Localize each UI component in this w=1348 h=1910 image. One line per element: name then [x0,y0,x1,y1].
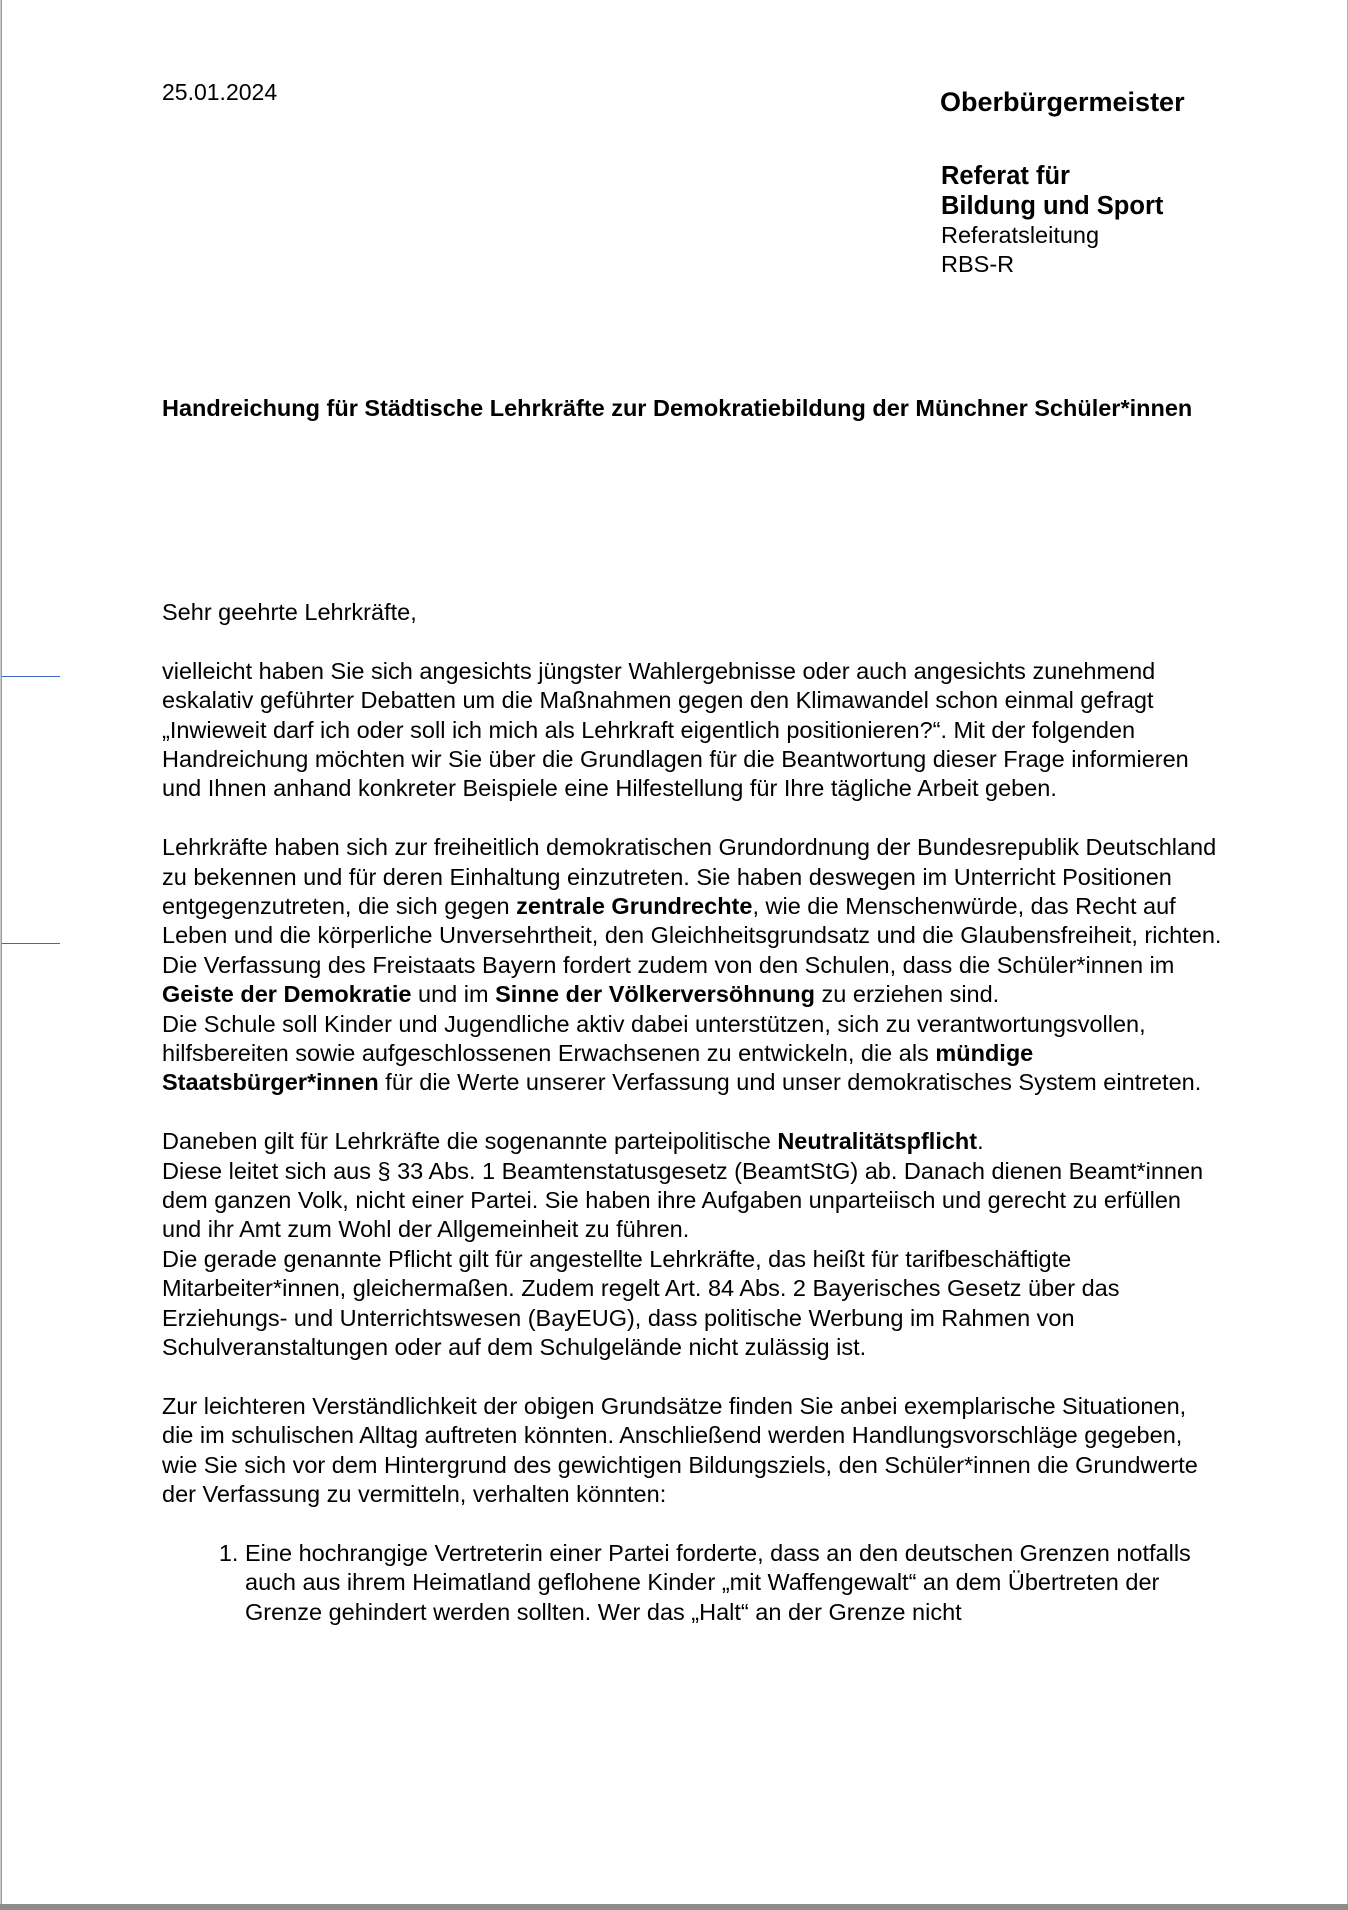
department-line: RBS-R [941,251,1015,277]
text-run: Daneben gilt für Lehrkräfte die sogenannte parteipolitische [162,1128,778,1155]
text-run: und im [411,981,496,1008]
bold-text: Neutralitätspflicht [777,1128,978,1155]
bold-text: mündige Staatsbürger*innen [162,1040,1034,1096]
paragraph: Zur leichteren Verständlichkeit der obigen Grundsätze finden Sie anbei exemplarische Situationen, die im schulischen Alltag auftreten könnten. Anschließend werden Handlungsvorschläge gegeben, wie Sie sich vor dem Hintergrund des gewichtigen Bildungsziels, den Schüler*innen die Grundwerte der Verfassung zu vermitteln, verhalten könnten: [162,1392,1198,1508]
paragraph [162,833,1222,1098]
sender-office: Oberbürgermeister [940,87,1185,117]
sender-department [941,161,1163,279]
margin-change-marker [2,943,60,944]
department-line: Referat für [941,162,1070,190]
list-item: 1. Eine hochrangige Vertreterin einer Partei forderte, dass an den deutschen Grenzen notfalls auch aus ihrem Heimatland geflohene Kinder „mit Waffengewalt“ an dem Übertreten der Grenze gehindert werden sollten. Wer das „Halt“ an der Grenze nicht [245,1539,1222,1627]
text-run: Diese leitet sich aus § 33 Abs. 1 Beamtenstatusgesetz (BeamtStG) ab. Danach dienen Beamt*innen dem ganzen Volk, nicht einer Partei. Sie haben ihre Aufgaben unparteiisch und gerecht zu erfüllen und ihr Amt zum Wohl der Allgemeinheit zu führen. [162,1157,1204,1243]
text-run: , wie die Menschenwürde, das Recht auf Leben und die körperliche Unversehrtheit, den Gleichheitsgrundsatz und die Glaubensfreiheit, richten. Die Verfassung des Freistaats Bayern fordert zudem von den Schulen, dass die Schüler*innen im [162,893,1222,978]
bold-text: Sinne der Völkerversöhnung [495,981,816,1008]
letter-date: 25.01.2024 [162,79,278,105]
paragraph: vielleicht haben Sie sich angesichts jüngster Wahlergebnisse oder auch angesichts zunehmend eskalativ geführter Debatten um die Maßnahmen gegen den Klimawandel schon einmal gefragt „Inwieweit darf ich oder soll ich mich als Lehrkraft eigentlich positionieren?“. Mit der folgenden Handreichung möchten wir Sie über die Grundlagen für die Beantwortung dieser Frage informieren und Ihnen anhand konkreter Beispiele eine Hilfestellung für Ihre tägliche Arbeit geben. [162,657,1189,802]
department-line: Bildung und Sport [941,192,1164,220]
department-line: Referatsleitung [941,222,1100,248]
document-page [1,0,1348,1904]
letter-subject: Handreichung für Städtische Lehrkräfte zur Demokratiebildung der Münchner Schüler*innen [162,395,1193,421]
text-run: für die Werte unserer Verfassung und unser demokratisches System eintreten. [378,1069,1202,1096]
salutation: Sehr geehrte Lehrkräfte, [162,599,417,625]
bold-text: Geiste der Demokratie [162,981,412,1008]
example-list [162,1539,1222,1627]
paragraph [162,1127,1222,1362]
text-run: zu erziehen sind. [815,981,1000,1008]
text-run: Die gerade genannte Pflicht gilt für angestellte Lehrkräfte, das heißt für tarifbeschäftigte Mitarbeiter*innen, gleichermaßen. Zudem regelt Art. 84 Abs. 2 Bayerisches Gesetz über das Erziehungs- und Unterrichtswesen (BayEUG), dass politische Werbung im Rahmen von Schulveranstaltungen oder auf dem Schulgelände nicht zulässig ist. [162,1245,1120,1361]
text-run: Lehrkräfte haben sich zur freiheitlich demokratischen Grundordnung der Bundesrepublik Deutschland zu bekennen und für deren Einhaltung einzutreten. Sie haben deswegen im Unterricht Positionen entgegenzutreten, die sich gegen [162,834,1217,920]
text-run: . [977,1128,984,1155]
page-bottom-edge [0,1904,1348,1910]
text-run: Die Schule soll Kinder und Jugendliche aktiv dabei unterstützen, sich zu verantwortungsvollen, hilfsbereiten sowie aufgeschlossenen Erwachsenen zu entwickeln, die als [162,1010,1146,1067]
margin-change-marker [2,676,60,677]
letter-body [162,598,1222,1627]
bold-text: zentrale Grundrechte [516,893,753,920]
